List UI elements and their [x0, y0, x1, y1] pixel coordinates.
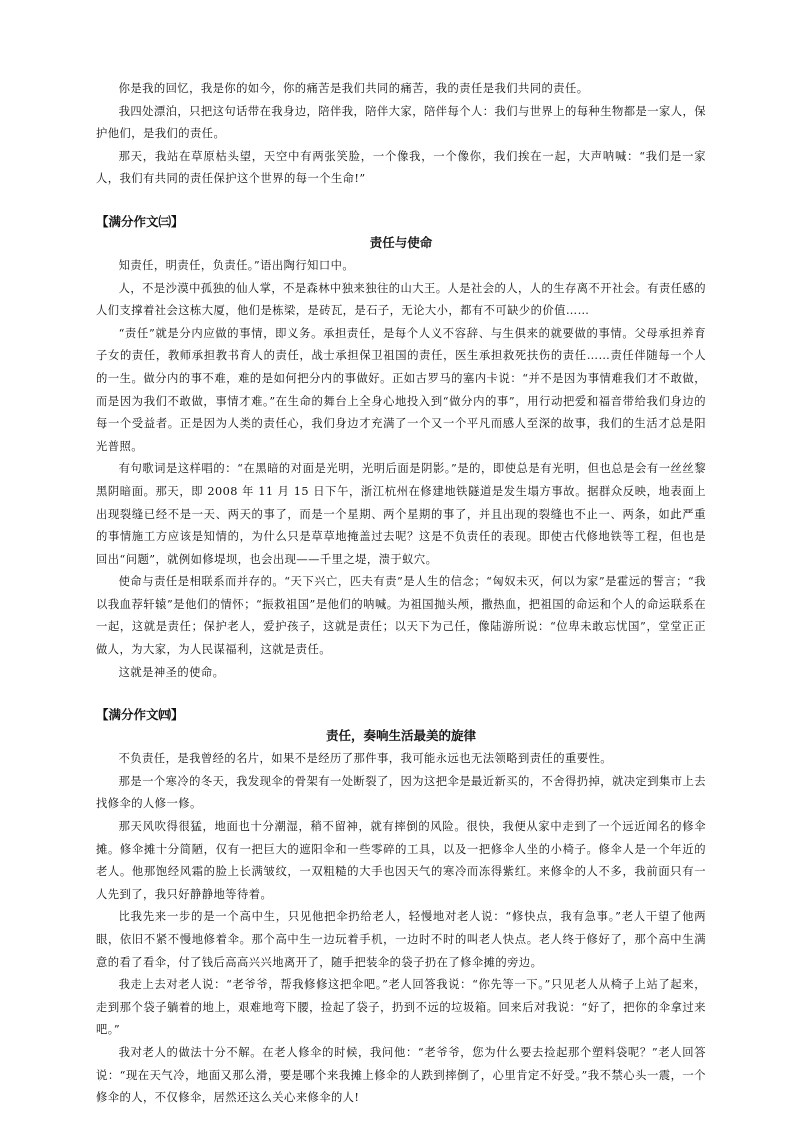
- paragraph: 比我先来一步的是一个高中生，只见他把伞扔给老人，轻慢地对老人说：“修快点，我有急事。”老人干望了他两眼，依旧不紧不慢地修着伞。那个高中生一边玩着手机，一边时不时的叫老人快点。老人终于修好了，那个高中生满意的看了看伞，付了钱后高高兴兴地离开了，随手把装伞的袋子扔在了修伞摊的旁边。: [96, 910, 706, 969]
- section-label: 【满分作文㈢】: [96, 213, 184, 229]
- paragraph: 我四处漂泊，只把这句话带在我身边，陪伴我，陪伴大家，陪伴每个人：我们与世界上的每种生物都是一家人，保护他们，是我们的责任。: [96, 104, 706, 141]
- paragraph: 不负责任，是我曾经的名片，如果不是经历了那件事，我可能永远也无法领略到责任的重要性。: [118, 752, 612, 766]
- paragraph: 那天，我站在草原枯头望，天空中有两张笑脸，一个像我，一个像你，我们挨在一起，大声呐喊：“我们是一家人，我们有共同的责任保护这个世界的每一个生命!”: [96, 149, 706, 186]
- paragraph: 那天风吹得很猛，地面也十分潮湿，稍不留神，就有摔倒的风险。很快，我便从家中走到了一个远近闻名的修伞摊。修伞摊十分简陋，仅有一把巨大的遮阳伞和一些零碎的工具，以及一把修伞人坐的小椅子。修伞人是一个年近的老人。他那饱经风霜的脸上长满皱纹，一双粗糙的大手也因天气的寒冷而冻得紫红。来修伞的人不多，我前面只有一人先到了，我只好静静地等待着。: [96, 820, 706, 901]
- paragraph: 这就是神圣的使命。: [118, 665, 225, 679]
- essay-title: 责任与使命: [369, 234, 433, 250]
- document-page: [96, 78, 706, 1110]
- paragraph: 有句歌词是这样唱的：“在黑暗的对面是光明，光明后面是阴影。”是的，即使总是有光明，但也总是会有一丝丝黎黑阴暗面。那天，即 2008 年 11 月 15 日下午，浙江杭州在修建地铁隧道是发生塌方事故。据群众反映，地表面上出现裂缝已经不是一天、两天的事了，而是一个星期、两个星期的事了，并且出现的裂缝也不止一、两条，如此严重的事情施工方应该是知情的，为什么只是草草地掩盖过去呢？这是不负责任的表现。即使古代修地铁等工程，但也是回出“问题”，就例如修堤坝，也会出现——千里之堤，溃于蚁穴。: [96, 462, 706, 566]
- paragraph: 我走上去对老人说：“老爷爷，帮我修修这把伞吧。”老人回答我说：“你先等一下。”只见老人从椅子上站了起来，走到那个袋子躺着的地上，艰难地弯下腰，捡起了袋子，扔到不远的垃圾箱。回来后对我说：“好了，把你的伞拿过来吧。”: [96, 978, 706, 1037]
- paragraph: 人，不是沙漠中孤独的仙人掌，不是森林中独来独往的山大王。人是社会的人，人的生存离不开社会。有责任感的人们支撑着社会这栋大厦，他们是栋梁，是砖瓦，是石子，无论大小，都有不可缺少的价值……: [96, 281, 706, 318]
- intro-section: [96, 78, 706, 191]
- section-label: 【满分作文㈣】: [96, 707, 184, 723]
- paragraph: 使命与责任是相联系而并存的。“天下兴亡，匹夫有责”是人生的信念；“匈奴未灭，何以为家”是霍远的誓言；“我以我血荐轩辕”是他们的情怀；“振救祖国”是他们的呐喊。为祖国抛头颅，撒热血，把祖国的命运和个人的命运联系在一起，这就是责任；保护老人，爱护孩子，这就是责任；以天下为己任，像陆游所说：“位卑未敢忘忧国”，堂堂正正做人，为大家，为人民谋福利，这就是责任。: [96, 575, 706, 657]
- essay-title: 责任，奏响生活最美的旋律: [325, 728, 476, 744]
- essay-3-section: [96, 211, 706, 684]
- essay-4-section: [96, 704, 706, 1110]
- paragraph: 那是一个寒冷的冬天，我发现伞的骨架有一处断裂了，因为这把伞是最近新买的，不舍得扔掉，就决定到集市上去找修伞的人修一修。: [96, 774, 706, 811]
- paragraph: 你是我的回忆，我是你的如今，你的痛苦是我们共同的痛苦，我的责任是我们共同的责任。: [118, 82, 589, 95]
- paragraph: “责任”就是分内应做的事情，即义务。承担责任，是每个人义不容辞、与生俱来的就要做的事情。父母承担养育子女的责任，教师承担教书育人的责任，战士承担保卫祖国的责任，医生承担救死扶伤的责任……责任伴随每一个人的一生。做分内的事不难，难的是如何把分内的事做好。正如古罗马的塞内卡说：“并不是因为事情难我们才不敢做，而是因为我们不敢做，事情才难。”在生命的舞台上全身心地投入到“做分内的事”，用行动把爱和福音带给我们身边的每一个受益者。正是因为人类的责任心，我们身边才充满了一个又一个平凡而感人至深的故事，我们的生活才总是阳光普照。: [96, 326, 706, 453]
- paragraph: 知责任，明责任，负责任。”语出陶行知口中。: [118, 258, 355, 272]
- paragraph: 我对老人的做法十分不解。在老人修伞的时候，我问他：“老爷爷，您为什么要去捡起那个塑料袋呢？”老人回答说：“现在天气冷，地面又那么滑，要是哪个来我摊上修伞的人跌到摔倒了，心里肯定不好受。”我不禁心头一震，一个修伞的人，不仅修伞，居然还这么关心来修伞的人!: [96, 1045, 706, 1105]
